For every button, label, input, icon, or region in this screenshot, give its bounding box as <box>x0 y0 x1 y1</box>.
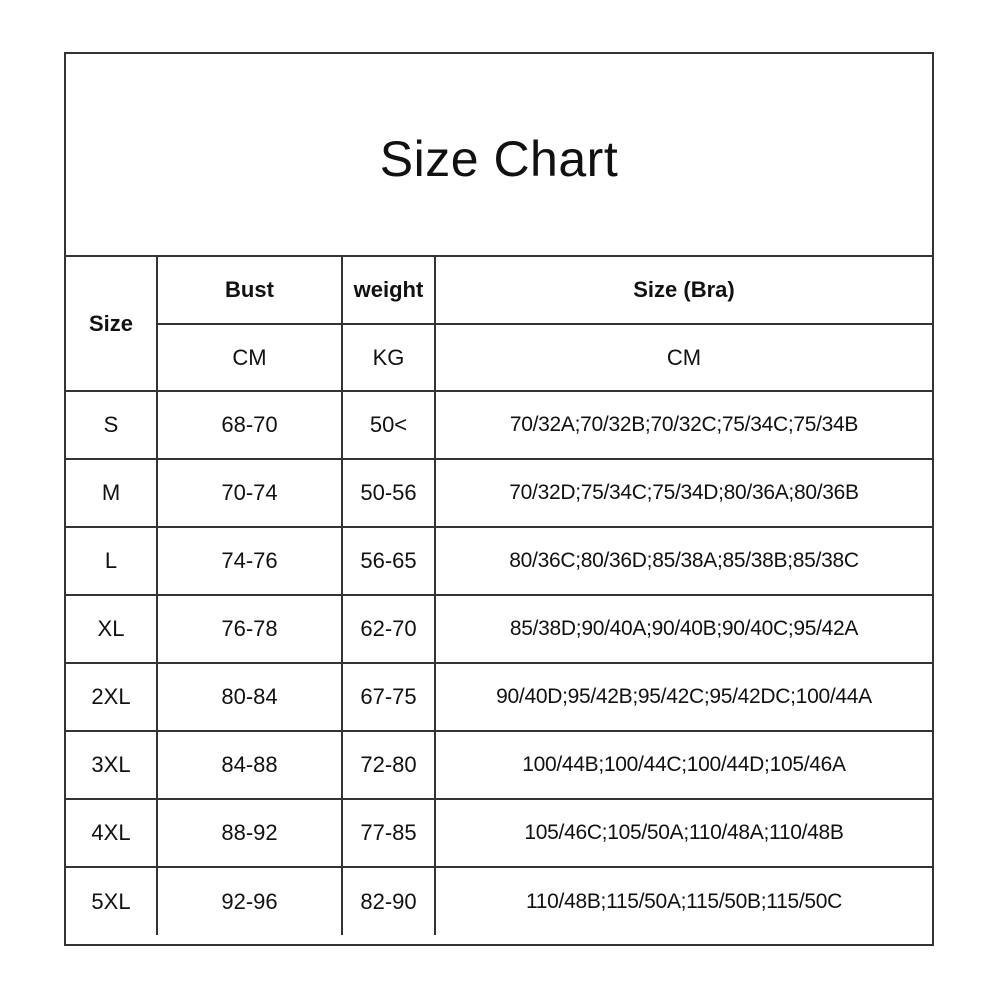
table-row <box>66 527 932 595</box>
weight-cell: 50< <box>342 391 435 459</box>
size-table <box>66 257 932 935</box>
table-row <box>66 391 932 459</box>
weight-cell: 72-80 <box>342 731 435 799</box>
bust-cell: 68-70 <box>157 391 342 459</box>
size-cell: 4XL <box>66 799 157 867</box>
size-cell: 5XL <box>66 867 157 935</box>
size-cell: M <box>66 459 157 527</box>
bra-unit: CM <box>435 324 932 391</box>
bust-cell: 80-84 <box>157 663 342 731</box>
weight-cell: 67-75 <box>342 663 435 731</box>
weight-unit: KG <box>342 324 435 391</box>
size-cell: S <box>66 391 157 459</box>
page-title: Size Chart <box>379 130 619 187</box>
title-box <box>66 54 932 257</box>
bust-cell: 74-76 <box>157 527 342 595</box>
bra-cell: 105/46C;105/50A;110/48A;110/48B <box>435 799 932 867</box>
weight-header: weight <box>342 257 435 324</box>
bust-cell: 92-96 <box>157 867 342 935</box>
bust-cell: 84-88 <box>157 731 342 799</box>
size-header: Size <box>66 257 157 391</box>
bust-header: Bust <box>157 257 342 324</box>
table-row <box>66 663 932 731</box>
bust-cell: 76-78 <box>157 595 342 663</box>
weight-cell: 77-85 <box>342 799 435 867</box>
bra-cell: 90/40D;95/42B;95/42C;95/42DC;100/44A <box>435 663 932 731</box>
weight-cell: 82-90 <box>342 867 435 935</box>
weight-cell: 50-56 <box>342 459 435 527</box>
bust-cell: 88-92 <box>157 799 342 867</box>
unit-row <box>66 324 932 391</box>
size-cell: L <box>66 527 157 595</box>
size-cell: XL <box>66 595 157 663</box>
bra-cell: 70/32A;70/32B;70/32C;75/34C;75/34B <box>435 391 932 459</box>
bra-cell: 110/48B;115/50A;115/50B;115/50C <box>435 867 932 935</box>
table-row <box>66 867 932 935</box>
bra-cell: 85/38D;90/40A;90/40B;90/40C;95/42A <box>435 595 932 663</box>
size-cell: 2XL <box>66 663 157 731</box>
size-cell: 3XL <box>66 731 157 799</box>
bust-cell: 70-74 <box>157 459 342 527</box>
bra-header: Size (Bra) <box>435 257 932 324</box>
bust-unit: CM <box>157 324 342 391</box>
bra-cell: 70/32D;75/34C;75/34D;80/36A;80/36B <box>435 459 932 527</box>
bra-cell: 100/44B;100/44C;100/44D;105/46A <box>435 731 932 799</box>
table-row <box>66 799 932 867</box>
size-chart-sheet <box>64 52 934 946</box>
header-row <box>66 257 932 324</box>
table-row <box>66 459 932 527</box>
table-row <box>66 595 932 663</box>
weight-cell: 62-70 <box>342 595 435 663</box>
bra-cell: 80/36C;80/36D;85/38A;85/38B;85/38C <box>435 527 932 595</box>
table-row <box>66 731 932 799</box>
weight-cell: 56-65 <box>342 527 435 595</box>
